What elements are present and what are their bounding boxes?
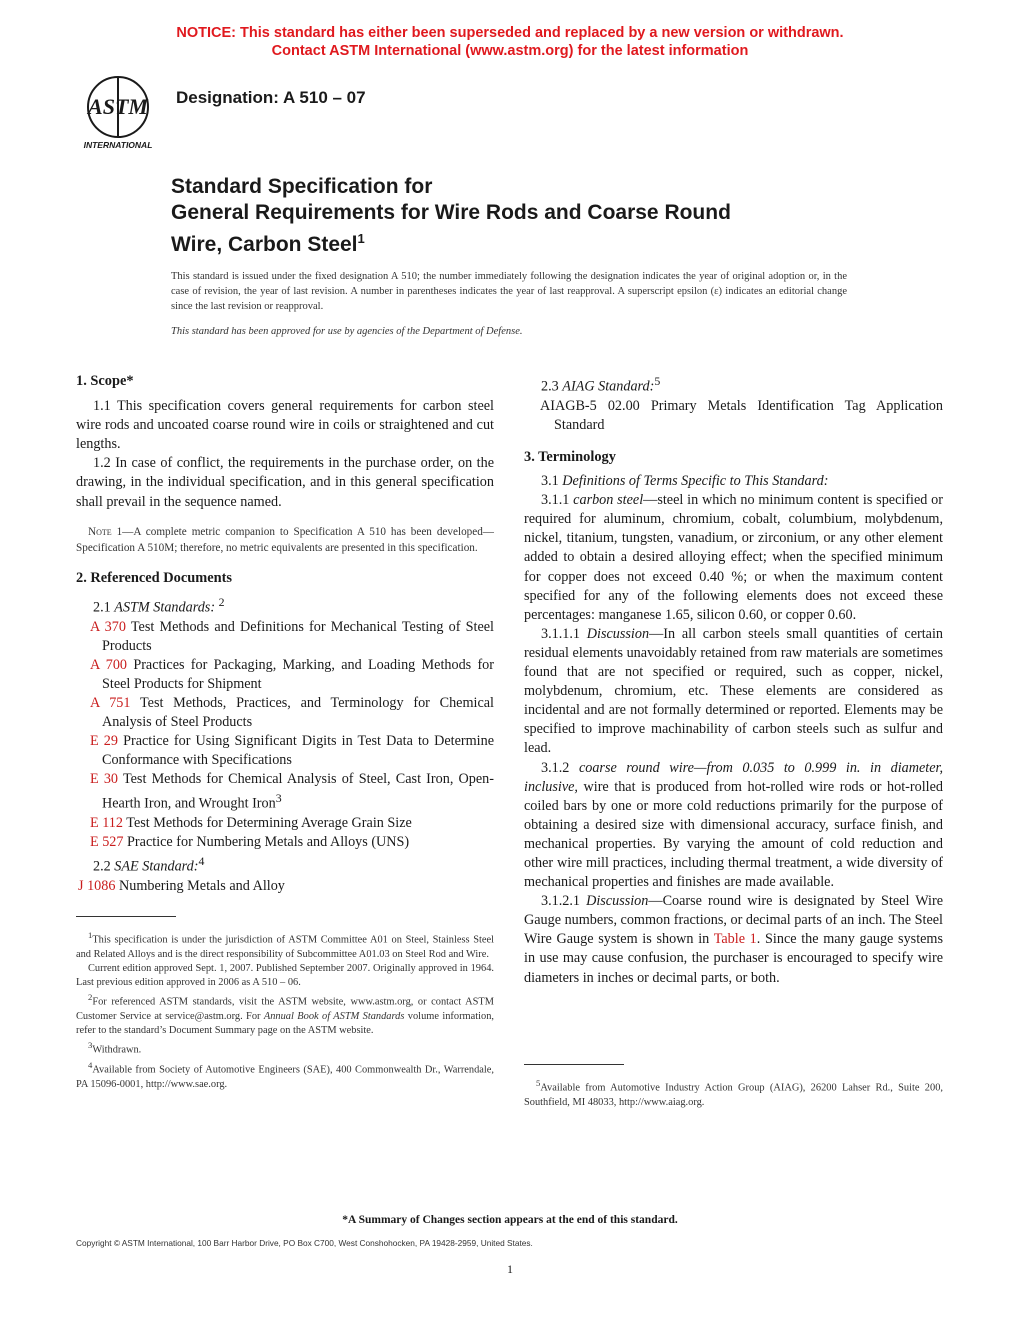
- footnote-1: [76, 928, 494, 962]
- refdocs-astm-sup: 2: [218, 594, 225, 609]
- note-1: [76, 524, 494, 556]
- footnotes-right: [524, 1076, 943, 1110]
- title-line-2: General Requirements for Wire Rods and Coarse Round: [171, 201, 731, 224]
- astm-reference-title: Practice for Numbering Metals and Alloys (UNS): [127, 834, 410, 851]
- term-3-1-2-text: wire that is produced from hot-rolled wire rods or hot-rolled coiled bars by one or more cold reductions primarily for the purpose of obtaining a desired size with dimensional accuracy, surface finish, and mechanical properties. By varying the amount of cold reduction and other wire mill practices, including thermal treatment, a wide diversity of mechanical properties and finishes are made available.: [524, 778, 943, 891]
- footnote-4: [76, 1058, 494, 1092]
- title-line-1: Standard Specification for: [171, 175, 433, 198]
- left-column: [76, 372, 494, 896]
- note-text: —A complete metric companion to Specification A 510 has been developed—Specification A 510M; therefore, no metric equivalents are presented in this specification.: [76, 525, 494, 554]
- footnote-2-mark: 2: [88, 992, 93, 1003]
- footnote-2: [76, 990, 494, 1038]
- document-title: [171, 174, 731, 258]
- astm-reference-title: Test Methods and Definitions for Mechanical Testing of Steel Products: [102, 618, 494, 654]
- refdocs-aiag-num: 2.3: [541, 378, 559, 395]
- astm-reference-link[interactable]: A 751: [90, 694, 131, 711]
- astm-reference-title: Test Methods, Practices, and Terminology for Chemical Analysis of Steel Products: [102, 694, 494, 731]
- footnote-2-text-a: For referenced ASTM standards, visit the ASTM website, www.astm.org, or contact ASTM Customer Service at service@astm.org. For: [76, 996, 494, 1022]
- refdocs-aiag-sup: 5: [654, 374, 661, 388]
- term-3-1-2: [524, 759, 943, 893]
- astm-reference-title: Practices for Packaging, Marking, and Loading Methods for Steel Products for Shipment: [102, 656, 494, 692]
- astm-reference: [76, 694, 494, 732]
- scope-heading: 1. Scope*: [76, 373, 134, 389]
- astm-reference: [76, 732, 494, 770]
- astm-reference: [76, 833, 494, 852]
- term-3-1-2-1-text-b: . Since the many gauge systems in use may cause confusion, the purchaser is encouraged to specify wire diameters in inches or decimal parts, or both.: [524, 931, 943, 986]
- term-3-1-1-term: carbon steel: [573, 492, 644, 509]
- astm-reference-sup: 3: [275, 791, 282, 806]
- refdocs-sae-num: 2.2: [93, 859, 111, 876]
- astm-reference: [76, 770, 494, 814]
- refdocs-sae-label: SAE Standard:: [114, 859, 199, 876]
- title-line-3: Wire, Carbon Steel: [171, 233, 358, 256]
- sae-reference-title: Numbering Metals and Alloy: [119, 878, 285, 895]
- footnote-rule-right: [524, 1064, 624, 1065]
- astm-reference-link[interactable]: A 700: [90, 656, 128, 673]
- astm-reference-title: Test Methods for Determining Average Grain Size: [126, 815, 412, 832]
- refdocs-aiag: [524, 372, 943, 397]
- refdocs-sae: [76, 852, 494, 877]
- scope-1-2: 1.2 In case of conflict, the requirements in the purchase order, on the drawing, in the individual specification, and in this general specification shall prevail in the sequence named.: [76, 455, 494, 510]
- summary-of-changes-note: *A Summary of Changes section appears at the end of this standard.: [342, 1214, 678, 1226]
- footnotes-left: [76, 928, 494, 1092]
- logo-label: INTERNATIONAL: [83, 140, 153, 150]
- term-3-1: [524, 472, 943, 491]
- term-3-1-1-1-num: 3.1.1.1: [541, 625, 581, 642]
- refdocs-astm-label: ASTM Standards:: [114, 599, 216, 616]
- footnote-1-mark: 1: [88, 930, 93, 940]
- astm-reference-link[interactable]: E 30: [90, 771, 119, 788]
- term-3-1-2-term: coarse round wire—from 0.035 to 0.999 in. in diameter, inclusive,: [524, 759, 944, 795]
- sae-reference: [76, 877, 494, 896]
- footnote-5-mark: 5: [536, 1078, 541, 1088]
- intro-paragraph: This standard is issued under the fixed designation A 510; the number immediately following the designation indicates the year of original adoption or, in the case of revision, the year of last revision. A number in parentheses indicates the year of last reapproval. A superscript epsilon (ε) indicates an editorial change since the last revision or reapproval.: [171, 271, 847, 313]
- astm-reference: [76, 656, 494, 694]
- astm-reference: [76, 814, 494, 833]
- astm-reference-title: Test Methods for Chemical Analysis of Steel, Cast Iron, Open-Hearth Iron, and Wrought Iron: [102, 771, 494, 813]
- scope-1-1: 1.1 This specification covers general requirements for carbon steel wire rods and uncoated coarse round wire in coils or straightened and cut lengths.: [76, 398, 494, 453]
- footnote-3: [76, 1038, 494, 1058]
- term-3-1-2-1-term: Discussion: [586, 893, 649, 910]
- term-3-1-1: [524, 491, 943, 625]
- refdocs-heading: 2. Referenced Documents: [76, 569, 232, 586]
- astm-reference-list: [76, 618, 494, 853]
- footnote-4-mark: 4: [88, 1060, 93, 1071]
- page-number: 1: [507, 1262, 513, 1276]
- footnote-2-italic: Annual Book of ASTM Standards: [263, 1010, 405, 1022]
- astm-reference: [76, 618, 494, 656]
- notice-banner: [0, 24, 1020, 60]
- footnote-3-text: Withdrawn.: [92, 1044, 142, 1056]
- footnote-4-text: Available from Society of Automotive Engineers (SAE), 400 Commonwealth Dr., Warrendale, PA 15096-0001, http://www.sae.org.: [76, 1064, 494, 1090]
- logo-letters: ASTM: [88, 94, 148, 119]
- astm-reference-link[interactable]: E 29: [90, 733, 118, 750]
- notice-line-1: NOTICE: This standard has either been superseded and replaced by a new version or withdrawn.: [176, 25, 844, 41]
- designation: Designation: A 510 – 07: [176, 88, 366, 107]
- term-3-1-1-1-text: —In all carbon steels small quantities of certain residual elements unavoidably retained from raw materials are sometimes found that are not specified or required, such as copper, nickel, molybdenum, chromium, etc. These elements are considered as incidental and are not formally determined or reported. Elements may be specified to improve machinability of carbon steels such as sulfur and lead.: [524, 625, 943, 757]
- refdocs-astm: [76, 593, 494, 618]
- footnote-5-text: Available from Automotive Industry Action Group (AIAG), 26200 Lahser Rd., Suite 200, Southfield, MI 48033, http://www.aiag.org.: [524, 1082, 943, 1108]
- footnote-1b: Current edition approved Sept. 1, 2007. Published September 2007. Originally approved in 1964. Last previous edition approved in 2006 as A 510 – 06.: [76, 962, 494, 989]
- refdocs-sae-sup: 4: [198, 854, 205, 869]
- footnote-rule-left: [76, 916, 176, 917]
- footnote-3-mark: 3: [88, 1040, 93, 1051]
- astm-reference-link[interactable]: A 370: [90, 618, 126, 635]
- dod-approval: This standard has been approved for use by agencies of the Department of Defense.: [171, 326, 523, 337]
- term-3-1-label: Definitions of Terms Specific to This Standard:: [562, 473, 829, 490]
- term-3-1-2-1: [524, 892, 943, 987]
- notice-line-2: Contact ASTM International (www.astm.org) for the latest information: [271, 43, 749, 59]
- astm-reference-link[interactable]: E 527: [90, 834, 124, 851]
- term-3-1-2-num: 3.1.2: [541, 759, 570, 776]
- astm-reference-title: Practice for Using Significant Digits in Test Data to Determine Conformance with Specifications: [102, 733, 494, 769]
- terminology-heading: 3. Terminology: [524, 449, 616, 466]
- aiag-reference: AIAGB-5 02.00 Primary Metals Identification Tag Application Standard: [540, 397, 943, 433]
- copyright: Copyright © ASTM International, 100 Barr Harbor Drive, PO Box C700, West Conshohocken, PA 19428-2959, United States.: [76, 1238, 533, 1248]
- footnote-5: [524, 1076, 943, 1110]
- right-column: [524, 372, 943, 988]
- term-3-1-1-1-term: Discussion: [586, 625, 650, 642]
- term-3-1-2-1-text-a: —Coarse round wire is designated by Steel Wire Gauge numbers, common fractions, or decimal parts of an inch. The Steel Wire Gauge system is shown in: [524, 893, 943, 948]
- refdocs-astm-num: 2.1: [93, 599, 111, 616]
- footnote-1-text: This specification is under the jurisdiction of ASTM Committee A01 on Steel, Stainless Steel and Related Alloys and is the direct responsibility of Subcommittee A01.03 on Steel Rod and Wire.: [76, 934, 494, 960]
- term-3-1-num: 3.1: [541, 473, 559, 490]
- term-3-1-2-1-num: 3.1.2.1: [541, 893, 581, 910]
- term-3-1-1-num: 3.1.1: [541, 492, 570, 509]
- astm-reference-link[interactable]: E 112: [90, 815, 123, 832]
- term-3-1-1-1: [524, 625, 943, 759]
- title-footnote-mark: 1: [357, 231, 365, 246]
- note-label: Note 1: [88, 525, 123, 538]
- sae-reference-link[interactable]: J 1086: [78, 878, 116, 895]
- refdocs-aiag-label: AIAG Standard:: [562, 378, 655, 395]
- footnote-2-text-b: volume information, refer to the standard’s Document Summary page on the ASTM website.: [76, 1010, 494, 1037]
- term-3-1-1-text: —steel in which no minimum content is specified or required for aluminum, chromium, cobalt, columbium, molybdenum, nickel, titanium, tungsten, vanadium, or zirconium, or any other element added to obtain a desired alloying effect; when the specified minimum for copper does not exceed 0.40 %; or when the maximum content specified for any of the following elements does not exceed these percentages: manganese 1.65, silicon 0.60, or copper 0.60.: [524, 492, 943, 623]
- astm-logo: [74, 74, 162, 154]
- table-1-link[interactable]: Table 1: [713, 931, 757, 948]
